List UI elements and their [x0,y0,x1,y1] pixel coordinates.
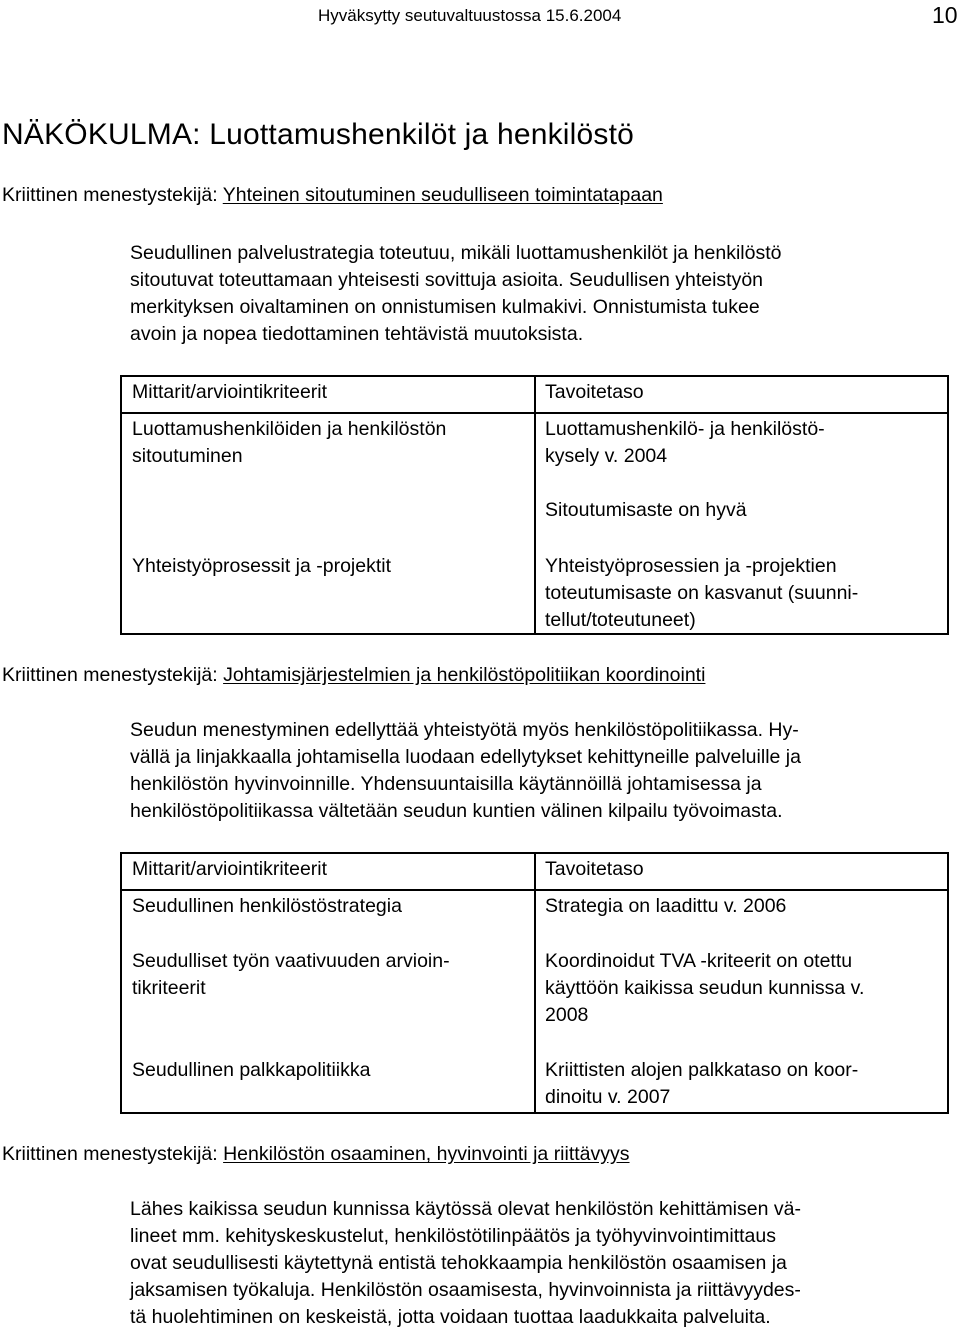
critical-factor-name: Yhteinen sitoutuminen seudulliseen toimintatapaan [222,184,663,206]
target-cell: Yhteistyöprosessien ja -projektien toteutumisaste on kasvanut (suunni- tellut/toteutuneet) [545,555,859,631]
section-2-paragraph [130,717,801,825]
table-divider [534,854,536,1112]
section-1-paragraph [130,240,781,348]
target-cell: Koordinoidut TVA -kriteerit on otettu käyttöön kaikissa seudun kunnissa v. 2008 [545,950,865,1026]
paragraph-line: Lähes kaikissa seudun kunnissa käytössä olevat henkilöstön kehittämisen vä- [130,1198,801,1220]
measures-table-1 [120,375,949,635]
paragraph-line: lineet mm. kehityskeskustelut, henkilöstötilinpäätös ja työhyvinvointimittaus [130,1225,776,1247]
paragraph-line: merkityksen oivaltaminen on onnistumisen kulmakivi. Onnistumista tukee [130,296,760,318]
table-header-target: Tavoitetaso [545,858,644,880]
measure-cell: Yhteistyöprosessit ja -projektit [132,555,392,577]
critical-factor-1 [2,184,663,207]
critical-factor-label: Kriittinen menestystekijä: [2,1143,218,1165]
critical-factor-3 [2,1143,630,1166]
target-cell: Strategia on laadittu v. 2006 [545,895,787,917]
measure-cell: Luottamushenkilöiden ja henkilöstön sitoutuminen [132,418,447,467]
paragraph-line: henkilöstön hyvinvoinnille. Yhdensuuntaisilla käytännöillä johtamisessa ja [130,773,762,795]
table-header-measures: Mittarit/arviointikriteerit [132,381,328,403]
paragraph-line: vällä ja linjakkaalla johtamisella luodaan edellytykset kehittyneille palveluille ja [130,746,801,768]
section-3-paragraph [130,1196,801,1331]
table-header-target: Tavoitetaso [545,381,644,403]
paragraph-line: Seudullinen palvelustrategia toteutuu, mikäli luottamushenkilöt ja henkilöstö [130,242,782,264]
measure-cell: Seudullinen palkkapolitiikka [132,1059,371,1081]
table-divider [534,377,536,633]
page-number: 10 [932,2,958,28]
table-header-measures: Mittarit/arviointikriteerit [132,858,328,880]
paragraph-line: Seudun menestyminen edellyttää yhteistyötä myös henkilöstöpolitiikassa. Hy- [130,719,799,741]
page-title: NÄKÖKULMA: Luottamushenkilöt ja henkilöstö [2,118,635,151]
measure-cell: Seudulliset työn vaativuuden arvioin- tikriteerit [132,950,450,999]
paragraph-line: avoin ja nopea tiedottaminen tehtävistä muutoksista. [130,323,584,345]
critical-factor-label: Kriittinen menestystekijä: [2,664,218,686]
paragraph-line: henkilöstöpolitiikassa vältetään seudun kuntien välinen kilpailu työvoimasta. [130,800,783,822]
critical-factor-name: Henkilöstön osaaminen, hyvinvointi ja riittävyys [223,1143,630,1165]
measures-table-2 [120,852,949,1114]
paragraph-line: sitoutuvat toteuttamaan yhteisesti sovittuja asioita. Seudullisen yhteistyön [130,269,764,291]
table-header-divider [122,889,947,891]
critical-factor-label: Kriittinen menestystekijä: [2,184,218,206]
target-cell: Kriittisten alojen palkkataso on koor- dinoitu v. 2007 [545,1059,859,1108]
critical-factor-name: Johtamisjärjestelmien ja henkilöstöpolitiikan koordinointi [223,664,706,686]
table-header-divider [122,412,947,414]
approval-note: Hyväksytty seutuvaltuustossa 15.6.2004 [318,6,622,25]
paragraph-line: jaksamisen työkaluja. Henkilöstön osaamisesta, hyvinvoinnista ja riittävyydes- [130,1279,801,1301]
target-cell: Luottamushenkilö- ja henkilöstö- kysely v. 2004 Sitoutumisaste on hyvä [545,418,825,521]
paragraph-line: tä huolehtiminen on keskeistä, jotta voidaan tuottaa laadukkaita palveluita. [130,1306,771,1328]
critical-factor-2 [2,664,705,687]
paragraph-line: ovat seudullisesti käytettynä entistä tehokkaampia henkilöstön osaamisen ja [130,1252,787,1274]
measure-cell: Seudullinen henkilöstöstrategia [132,895,402,917]
